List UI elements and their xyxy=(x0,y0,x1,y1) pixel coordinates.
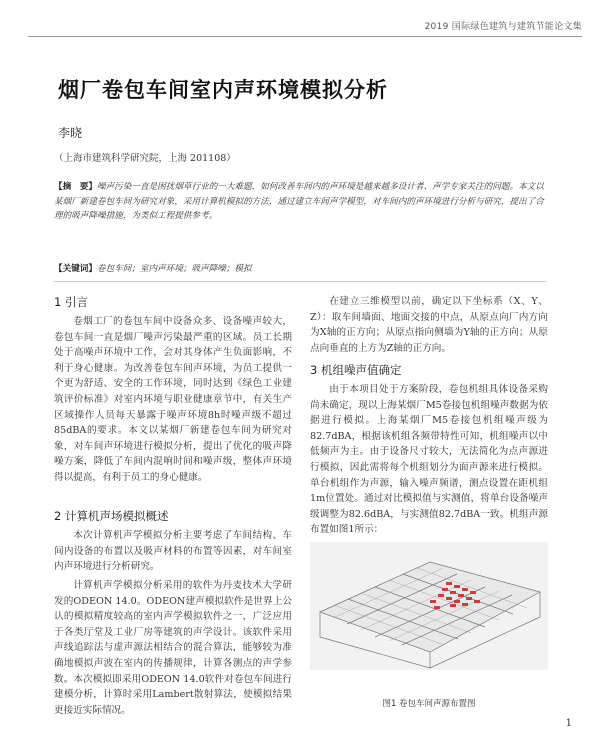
figure-1 xyxy=(310,542,548,670)
header-rule xyxy=(28,36,582,37)
running-header: 2019 国际绿色建筑与建筑节能论文集 xyxy=(424,22,582,32)
affiliation: （上海市建筑科学研究院，上海 201108） xyxy=(54,153,236,164)
abstract xyxy=(54,180,546,224)
abstract-text: 噪声污染一直是困扰烟草行业的一大难题，如何改善车间内的声环境是越来越多设计者、声学专家关注的问题。本文以某烟厂新建卷包车间为研究对象，采用计算机模拟的方法，通过建立车间声学模型，对车间内的声环境进行分析与研究，提出了合理的吸声降噪措施，为类似工程提供参考。 xyxy=(54,182,544,222)
paper-title: 烟厂卷包车间室内声环境模拟分析 xyxy=(58,78,388,102)
section-2-paragraph-2: 计算机声学模拟分析采用的软件为丹麦技术大学研发的ODEON 14.0。ODEON建声模拟软件是世界上公认的模拟精度较高的室内声学模拟软件之一，广泛应用于各类厅堂及工业厂房等建筑的声学设计。该软件采用声线追踪法与虚声源法相结合的混合算法，能够较为准确地模拟声波在室内的传播规律，计算各测点的声学参数。本次模拟即采用ODEON 14.0软件对卷包车间进行建模分析，计算时采用Lambert散射算法，使模拟结果更接近实际情况。 xyxy=(54,580,292,716)
keywords-label: 【关键词】 xyxy=(54,264,97,274)
section-heading-3: 3 机组噪声值确定 xyxy=(310,363,402,377)
section-heading-1: 1 引言 xyxy=(54,295,88,309)
section-2-paragraph-1: 本次计算机声学模拟分析主要考虑了车间结构、车间内设备的布置以及吸声材料的布置等因素，对车间室内声环境进行分析研究。 xyxy=(54,530,292,573)
abstract-rule xyxy=(54,281,546,282)
abstract-label: 【摘 要】 xyxy=(54,182,97,192)
keywords xyxy=(54,262,546,274)
section-heading-2: 2 计算机声场模拟概述 xyxy=(54,509,169,523)
figure-1-wireframe xyxy=(310,542,548,670)
section-3-paragraph: 由于本项目处于方案阶段，卷包机组具体设备采购尚未确定，现以上海某烟厂M5卷接包机组噪声数据为依据进行模拟。上海某烟厂M5卷接包机组噪声级为82.7dBA，根据该机组各频带特性可知，机组噪声以中低频声为主。由于设备尺寸较大，无法简化为点声源进行模拟，因此需将每个机组划分为面声源来进行模拟。单台机组作为声源，输入噪声频谱，测点设置在距机组1m位置处。通过对比模拟值与实测值，将单台设备噪声级调整为82.6dBA，与实测值82.7dBA一致。机组声源布置如图1所示： xyxy=(310,384,548,536)
section-1-paragraph: 卷烟工厂的卷包车间中设备众多、设备噪声较大，卷包车间一直是烟厂噪声污染最严重的区域。员工长期处于高噪声环境中工作，会对其身体产生负面影响，不利于身心健康。为改善卷包车间声环境，为员工提供一个更为舒适、安全的工作环境，同时达到《绿色工业建筑评价标准》对室内环境与职业健康章节中，有关生产区域操作人员每天暴露于噪声环境8h时噪声级不超过85dBA的要求。本文以某烟厂新建卷包车间为研究对象，对车间声环境进行模拟分析，提出了优化的吸声降噪方案，降低了车间内混响时间和噪声级，整体声环境得以提高，有利于员工的身心健康。 xyxy=(54,316,292,483)
coordinate-paragraph: 在建立三维模型以前，确定以下坐标系（X、Y、Z）：取车间墙面、地面交接的中点，从原点向厂内方向为X轴的正方向；从原点指向侧墙为Y轴的正方向；从原点向垂直的上方为Z轴的正方向。 xyxy=(310,296,548,354)
author: 李晓 xyxy=(58,126,83,140)
figure-1-caption: 图1 卷包车间声源布置图 xyxy=(382,699,476,709)
page-number: 1 xyxy=(565,718,572,729)
keywords-text: 卷包车间；室内声环境；吸声降噪；模拟 xyxy=(96,264,252,274)
